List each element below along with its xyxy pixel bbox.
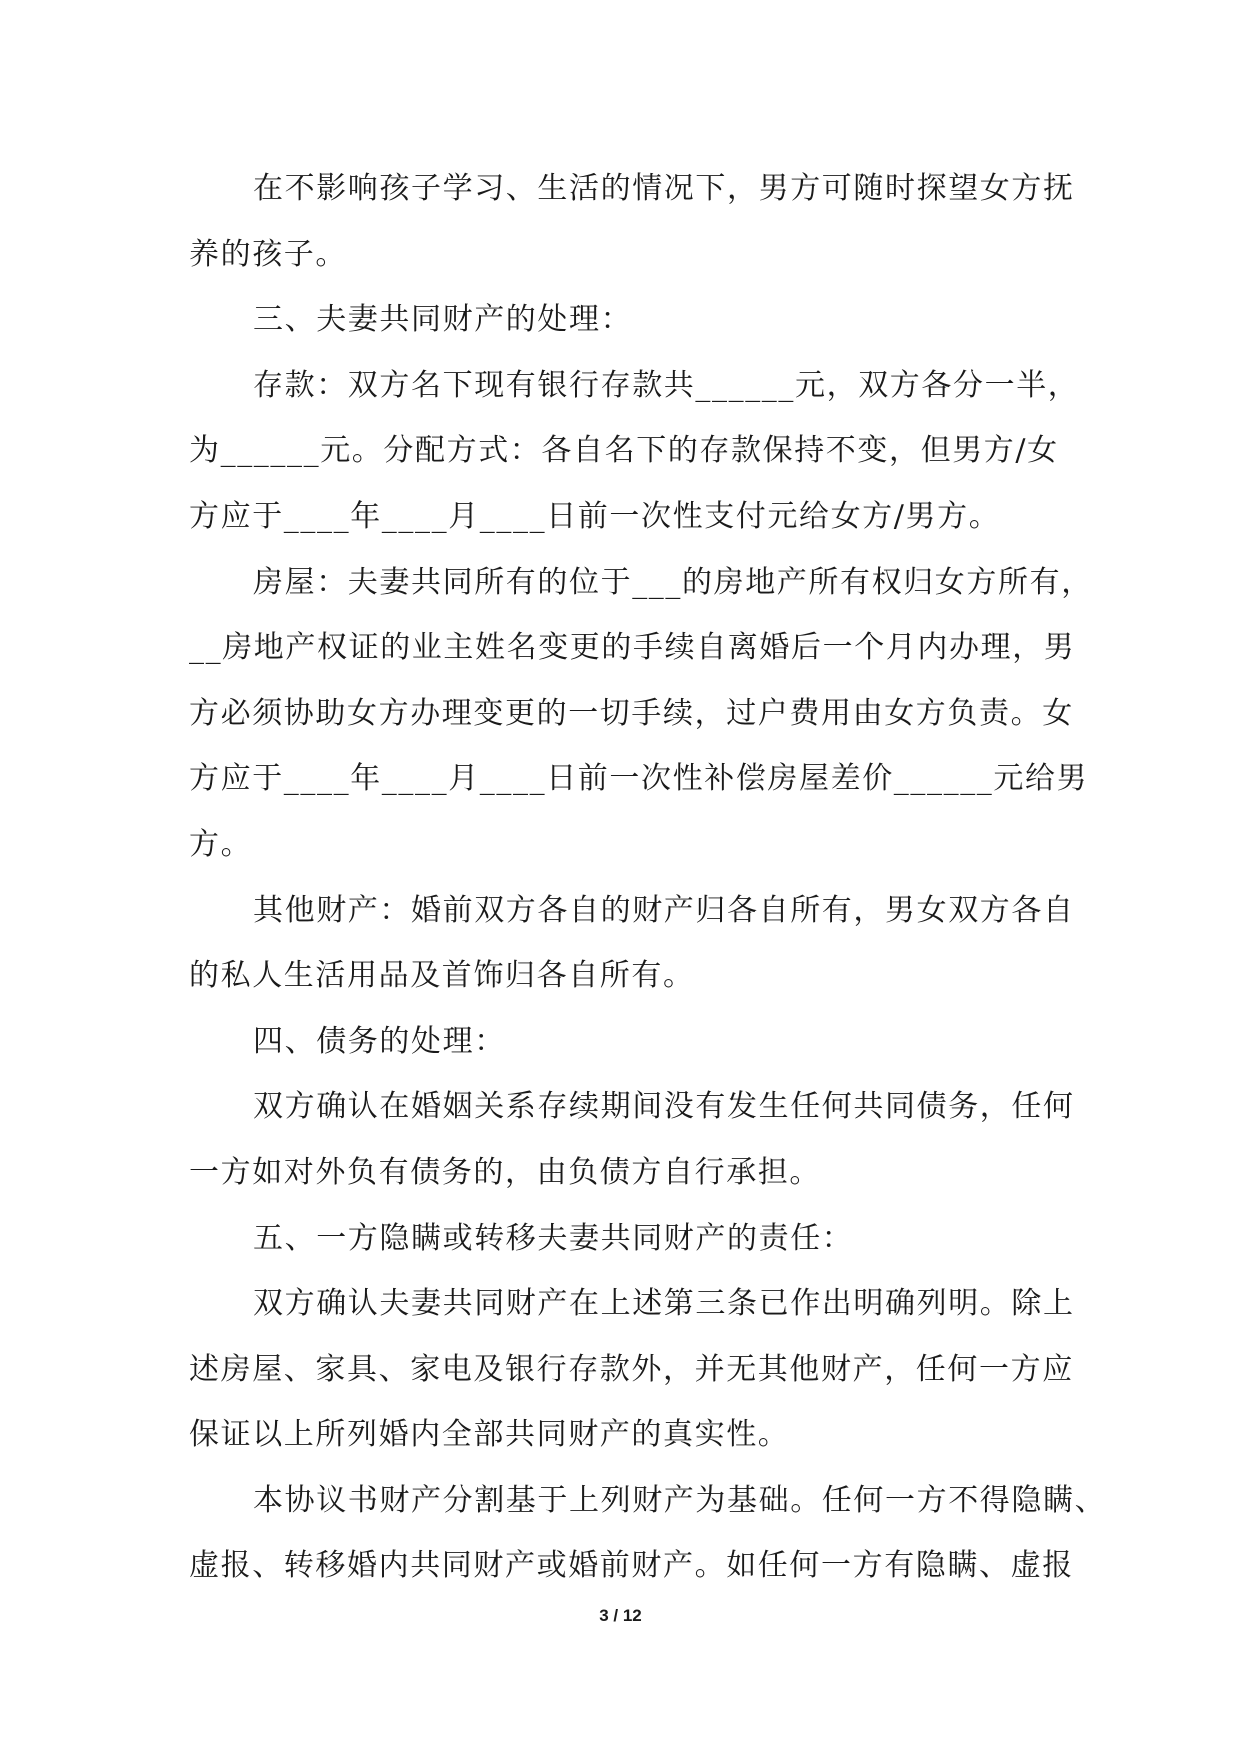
text-line: 方应于____年____月____日前一次性补偿房屋差价______元给男 — [189, 761, 1089, 797]
text-line: 述房屋、家具、家电及银行存款外，并无其他财产，任何一方应 — [189, 1351, 1074, 1387]
text-line: __房地产权证的业主姓名变更的手续自离婚后一个月内办理，男 — [189, 630, 1076, 666]
text-line: 保证以上所列婚内全部共同财产的真实性。 — [189, 1417, 790, 1453]
document-body — [189, 156, 1107, 1599]
text-line: 养的孩子。 — [189, 236, 347, 272]
text-line: 方。 — [189, 826, 253, 862]
text-line: 虚报、转移婚内共同财产或婚前财产。如任何一方有隐瞒、虚报 — [189, 1548, 1074, 1584]
text-line: 四、债务的处理： — [253, 1023, 506, 1059]
text-line: 本协议书财产分割基于上列财产为基础。任何一方不得隐瞒、 — [253, 1482, 1107, 1518]
text-line: 其他财产：婚前双方各自的财产归各自所有，男女双方各自 — [253, 892, 1075, 928]
page-number: 3 / 12 — [599, 1606, 642, 1625]
text-line: 房屋：夫妻共同所有的位于___的房地产所有权归女方所有， — [253, 564, 1093, 600]
text-line: 五、一方隐瞒或转移夫妻共同财产的责任： — [253, 1220, 854, 1256]
text-line: 三、夫妻共同财产的处理： — [253, 302, 633, 338]
text-line: 的私人生活用品及首饰归各自所有。 — [189, 958, 695, 994]
text-line: 方应于____年____月____日前一次性支付元给女方/男方。 — [189, 498, 1001, 534]
text-line: 存款：双方名下现有银行存款共______元，双方各分一半， — [253, 367, 1080, 403]
text-line: 方必须协助女方办理变更的一切手续，过户费用由女方负责。女 — [189, 695, 1074, 731]
text-line: 双方确认在婚姻关系存续期间没有发生任何共同债务，任何 — [253, 1089, 1075, 1125]
text-line: 在不影响孩子学习、生活的情况下，男方可随时探望女方抚 — [253, 171, 1075, 206]
text-line: 双方确认夫妻共同财产在上述第三条已作出明确列明。除上 — [253, 1286, 1075, 1322]
text-line: 一方如对外负有债务的，由负债方自行承担。 — [189, 1154, 821, 1190]
text-line: 为______元。分配方式：各自名下的存款保持不变，但男方/女 — [189, 433, 1059, 469]
